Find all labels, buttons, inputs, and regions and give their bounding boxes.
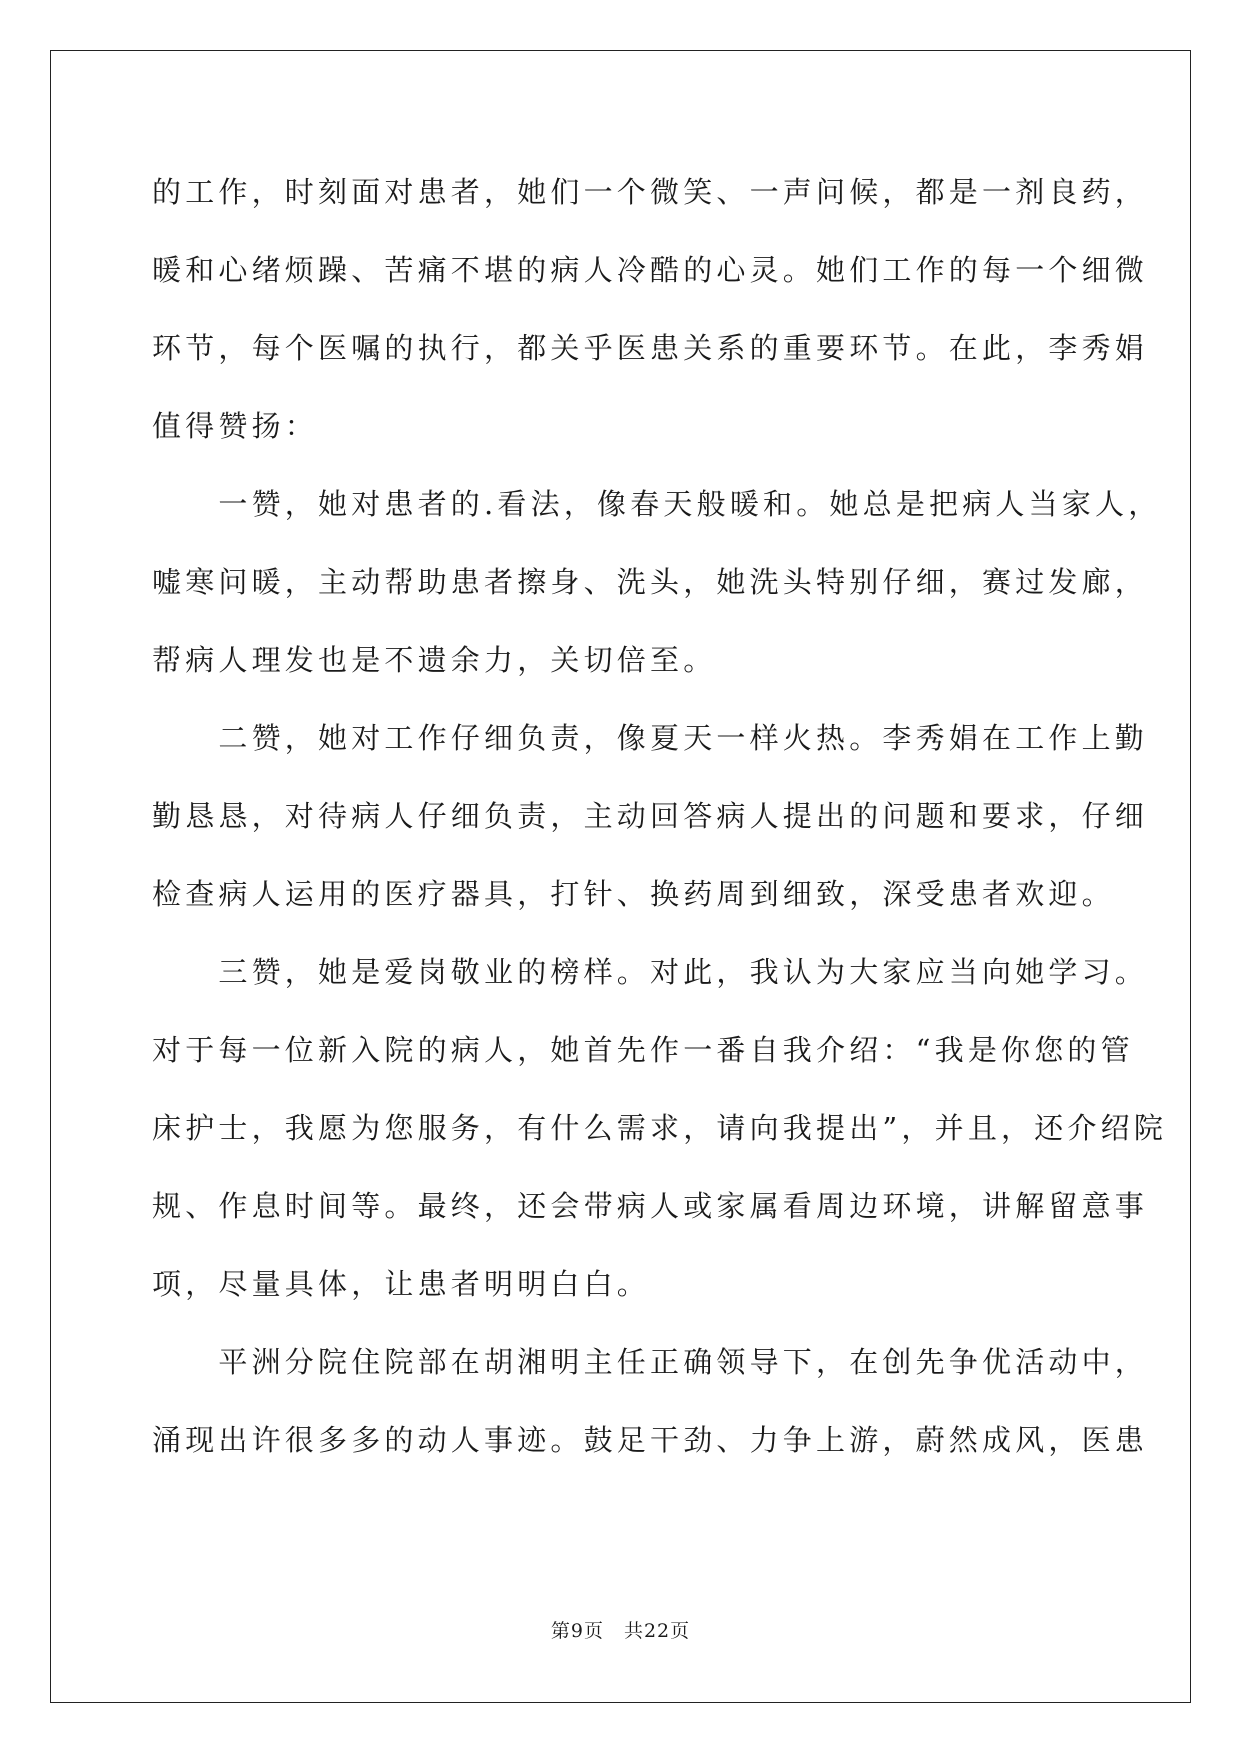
body-line-14: 规、作息时间等。最终，还会带病人或家属看周边环境，讲解留意事 [152,1189,1149,1223]
body-line-6: 嘘寒问暖，主动帮助患者擦身、洗头，她洗头特别仔细，赛过发廊， [152,565,1149,599]
body-line-11: 三赞，她是爱岗敬业的榜样。对此，我认为大家应当向她学习。 [152,955,1149,989]
body-line-16: 平洲分院住院部在胡湘明主任正确领导下，在创先争优活动中， [152,1345,1149,1379]
body-line-5: 一赞，她对患者的.看法，像春天般暖和。她总是把病人当家人， [152,487,1162,521]
body-line-2: 暖和心绪烦躁、苦痛不堪的病人冷酷的心灵。她们工作的每一个细微 [152,253,1149,287]
body-line-7: 帮病人理发也是不遗余力，关切倍至。 [152,643,717,677]
body-line-1: 的工作，时刻面对患者，她们一个微笑、一声问候，都是一剂良药， [152,175,1149,209]
body-line-3: 环节，每个医嘱的执行，都关乎医患关系的重要环节。在此，李秀娟 [152,331,1149,365]
body-line-17: 涌现出许很多多的动人事迹。鼓足干劲、力争上游，蔚然成风，医患 [152,1423,1149,1457]
body-line-12: 对于每一位新入院的病人，她首先作一番自我介绍：“我是你您的管 [152,1033,1134,1067]
body-line-4: 值得赞扬： [152,409,319,443]
page-number-footer: 第9页 共22页 [550,1620,691,1642]
body-line-9: 勤恳恳，对待病人仔细负责，主动回答病人提出的问题和要求，仔细 [152,799,1149,833]
body-line-8: 二赞，她对工作仔细负责，像夏天一样火热。李秀娟在工作上勤 [152,721,1149,755]
body-line-13: 床护士，我愿为您服务，有什么需求，请向我提出”，并且，还介绍院 [152,1111,1168,1145]
body-line-15: 项，尽量具体，让患者明明白白。 [152,1267,651,1301]
body-line-10: 检查病人运用的医疗器具，打针、换药周到细致，深受患者欢迎。 [152,877,1115,911]
